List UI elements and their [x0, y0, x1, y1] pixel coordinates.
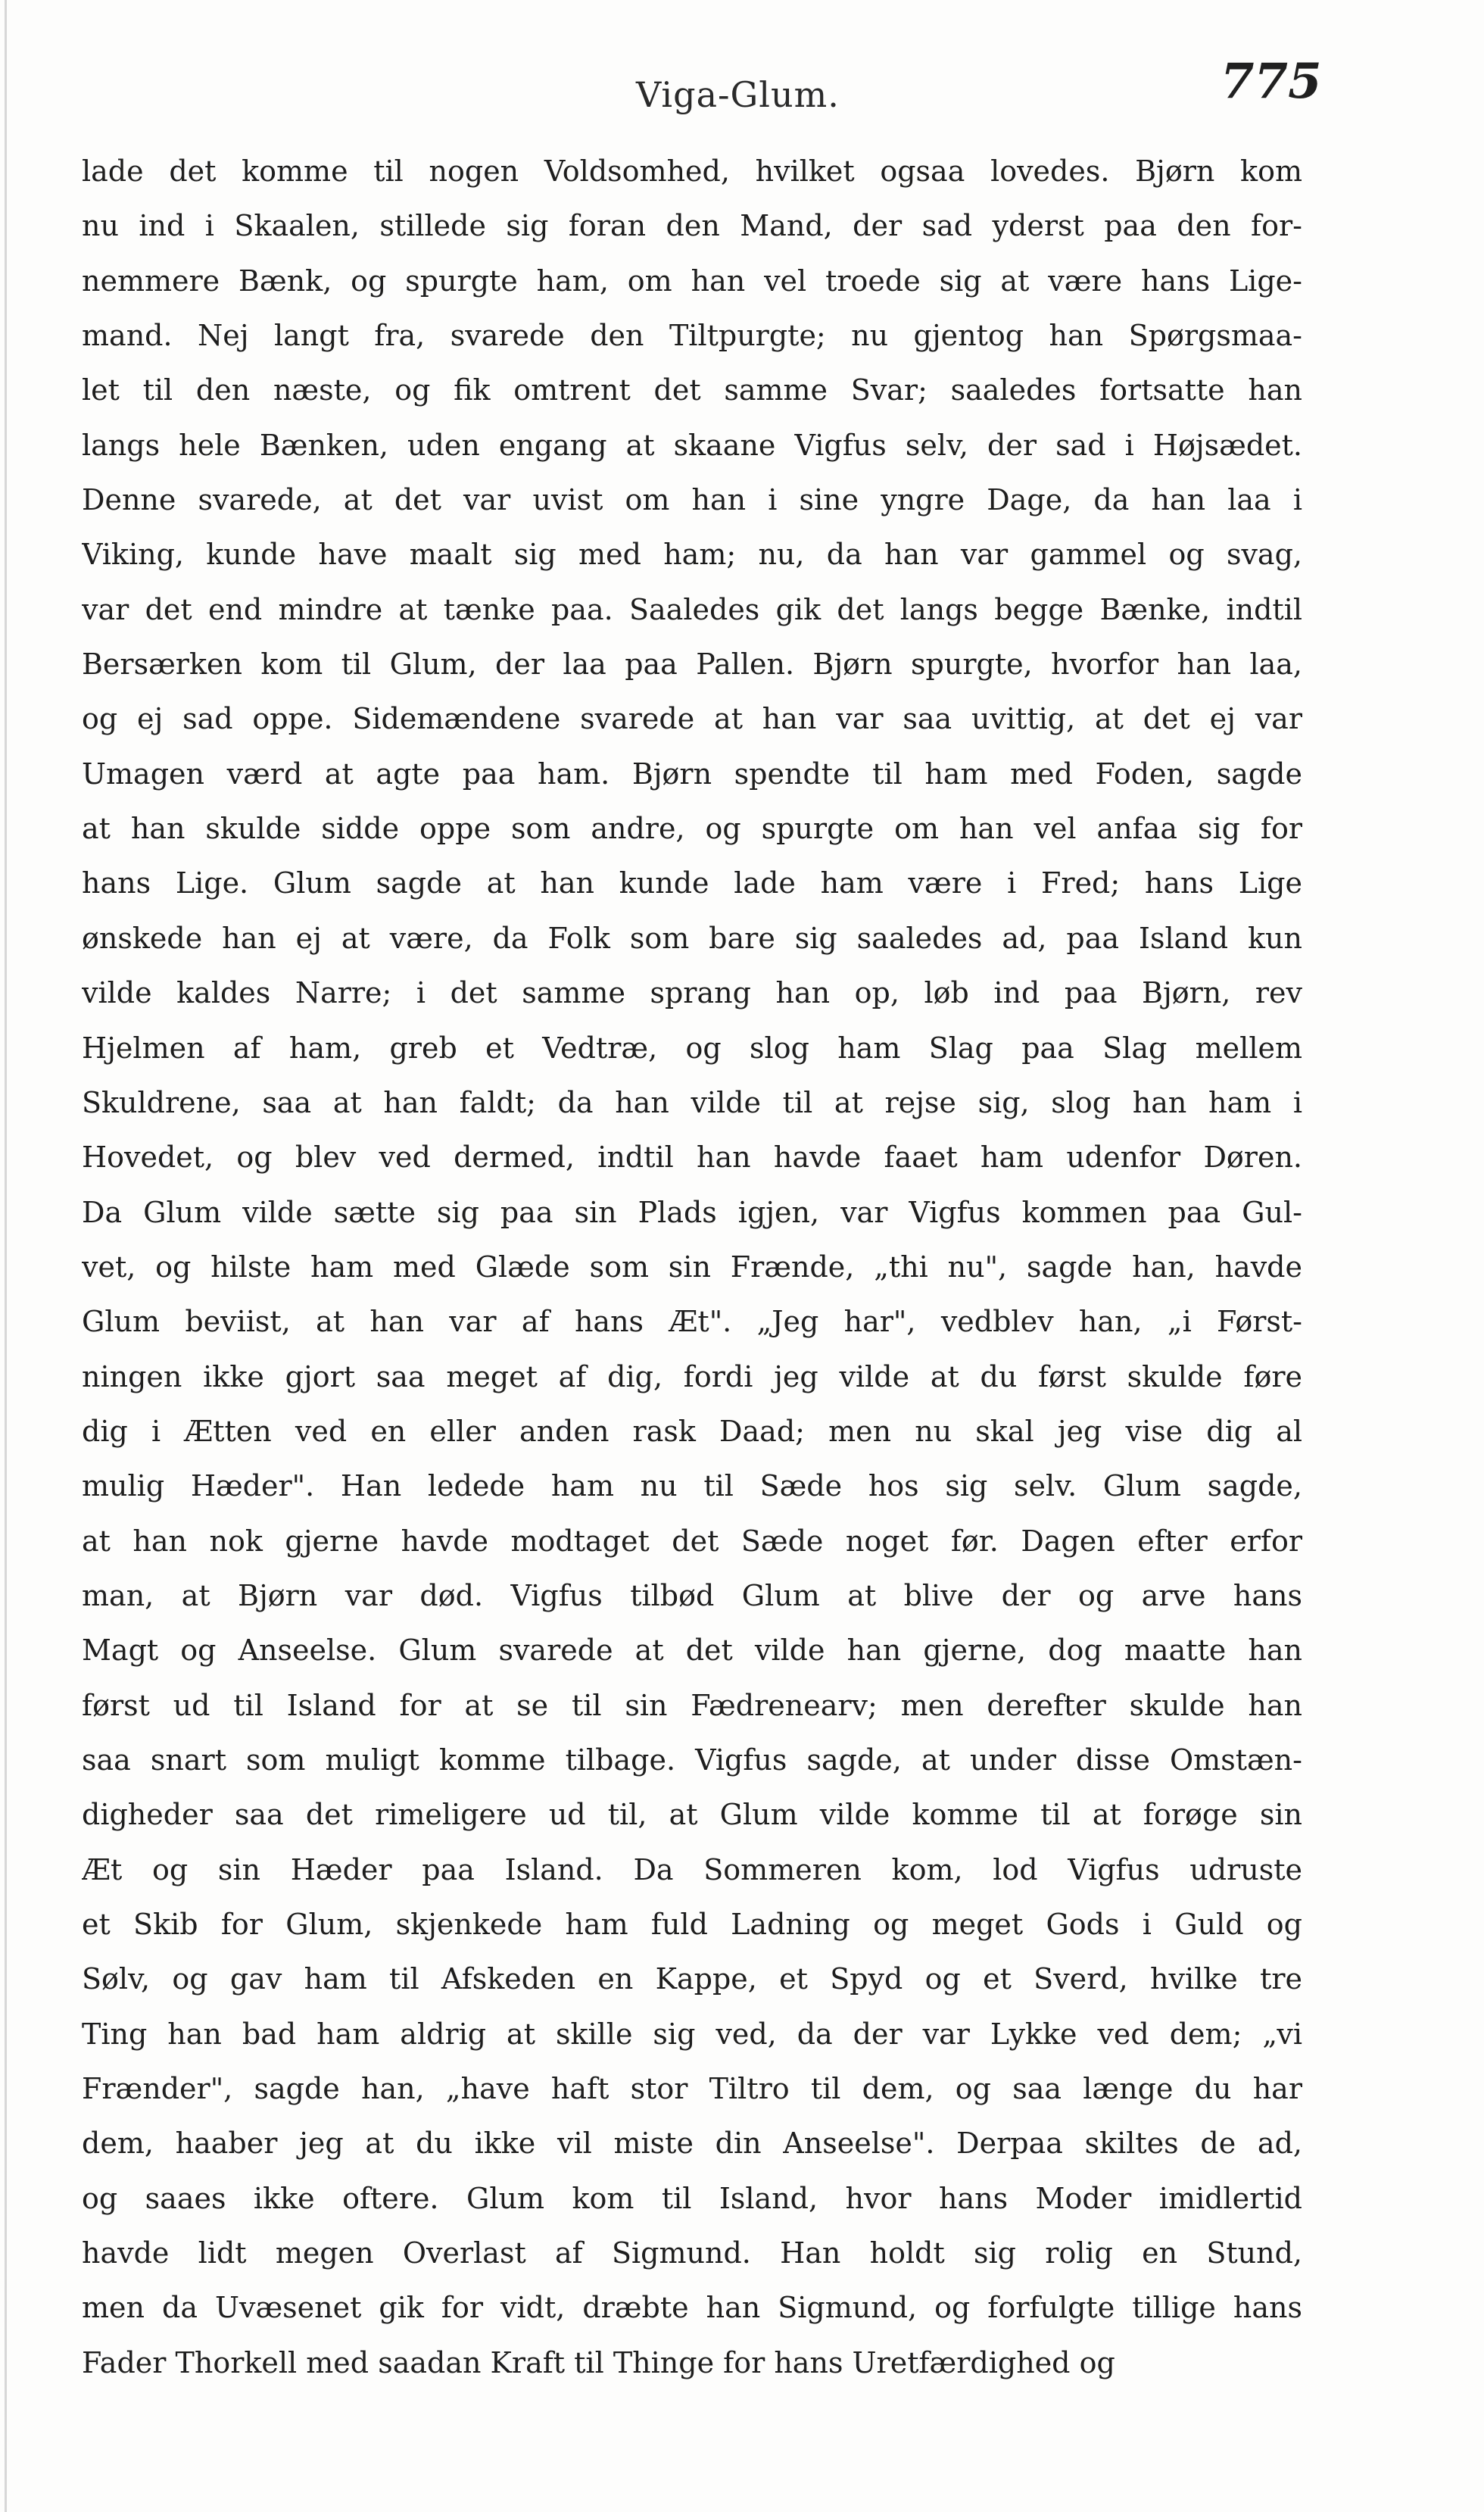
text-line: Fader Thorkell med saadan Kraft til Thinge for hans Uretfærdighed og	[82, 2345, 1115, 2379]
text-line: Frænder", sagde han, „have haft stor Tiltro til dem, og saa længe du har	[82, 2072, 1302, 2106]
text-line: Da Glum vilde sætte sig paa sin Plads igjen, var Vigfus kommen paa Gul-	[82, 1195, 1302, 1229]
page-number: 775	[1221, 53, 1322, 110]
text-line: digheder saa det rimeligere ud til, at Glum vilde komme til at forøge sin	[82, 1798, 1302, 1832]
text-line: Hjelmen af ham, greb et Vedtræ, og slog ham Slag paa Slag mellem	[82, 1031, 1302, 1065]
text-line: Umagen værd at agte paa ham. Bjørn spendte til ham med Foden, sagde	[82, 757, 1302, 791]
text-line: Æt og sin Hæder paa Island. Da Sommeren kom, lod Vigfus udruste	[82, 1852, 1302, 1886]
text-line: Skuldrene, saa at han faldt; da han vilde til at rejse sig, slog han ham i	[82, 1085, 1302, 1119]
text-line: først ud til Island for at se til sin Fædrenearv; men derefter skulde han	[82, 1688, 1302, 1722]
text-line: Hovedet, og blev ved dermed, indtil han havde faaet ham udenfor Døren.	[82, 1141, 1302, 1175]
text-line: Magt og Anseelse. Glum svarede at det vilde han gjerne, dog maatte han	[82, 1634, 1302, 1668]
text-line: nu ind i Skaalen, stillede sig foran den Mand, der sad yderst paa den for-	[82, 209, 1302, 243]
text-line: mand. Nej langt fra, svarede den Tiltpurgte; nu gjentog han Spørgsmaa-	[82, 319, 1302, 353]
text-line: at han skulde sidde oppe som andre, og spurgte om han vel anfaa sig for	[82, 812, 1302, 846]
text-line: at han nok gjerne havde modtaget det Sæde noget før. Dagen efter erfor	[82, 1524, 1302, 1558]
text-line: og saaes ikke oftere. Glum kom til Island, hvor hans Moder imidlertid	[82, 2181, 1302, 2215]
text-line: men da Uvæsenet gik for vidt, dræbte han Sigmund, og forfulgte tillige hans	[82, 2291, 1302, 2325]
text-line: havde lidt megen Overlast af Sigmund. Han holdt sig rolig en Stund,	[82, 2236, 1302, 2270]
text-line: Ting han bad ham aldrig at skille sig ved, da der var Lykke ved dem; „vi	[82, 2017, 1302, 2051]
running-title: Viga-Glum.	[636, 74, 840, 115]
text-line: Glum beviist, at han var af hans Æt". „Jeg har", vedblev han, „i Først-	[82, 1305, 1302, 1339]
text-line: var det end mindre at tænke paa. Saaledes gik det langs begge Bænke, indtil	[82, 592, 1302, 626]
text-line: Bersærken kom til Glum, der laa paa Pallen. Bjørn spurgte, hvorfor han laa,	[82, 648, 1302, 682]
text-line: man, at Bjørn var død. Vigfus tilbød Glum at blive der og arve hans	[82, 1578, 1302, 1612]
text-line: saa snart som muligt komme tilbage. Vigfus sagde, at under disse Omstæn-	[82, 1743, 1302, 1777]
text-line: let til den næste, og fik omtrent det samme Svar; saaledes fortsatte han	[82, 373, 1302, 407]
text-line: hans Lige. Glum sagde at han kunde lade ham være i Fred; hans Lige	[82, 866, 1302, 900]
text-line: mulig Hæder". Han ledede ham nu til Sæde hos sig selv. Glum sagde,	[82, 1469, 1302, 1503]
text-line: vet, og hilste ham med Glæde som sin Frænde, „thi nu", sagde han, havde	[82, 1250, 1302, 1284]
text-line: vilde kaldes Narre; i det samme sprang han op, løb ind paa Bjørn, rev	[82, 976, 1302, 1010]
text-line: et Skib for Glum, skjenkede ham fuld Ladning og meget Gods i Guld og	[82, 1908, 1302, 1941]
text-line: ønskede han ej at være, da Folk som bare sig saaledes ad, paa Island kun	[82, 921, 1302, 955]
text-line: Denne svarede, at det var uvist om han i sine yngre Dage, da han laa i	[82, 483, 1302, 517]
body-text	[82, 144, 1302, 2390]
text-line: nemmere Bænk, og spurgte ham, om han vel troede sig at være hans Lige-	[82, 264, 1302, 298]
text-line: dem, haaber jeg at du ikke vil miste din Anseelse". Derpaa skiltes de ad,	[82, 2127, 1302, 2161]
text-line: lade det komme til nogen Voldsomhed, hvilket ogsaa lovedes. Bjørn kom	[82, 154, 1302, 188]
text-line: Viking, kunde have maalt sig med ham; nu, da han var gammel og svag,	[82, 538, 1302, 572]
text-line: langs hele Bænken, uden engang at skaane Vigfus selv, der sad i Højsædet.	[82, 428, 1302, 462]
text-line: dig i Ætten ved en eller anden rask Daad; men nu skal jeg vise dig al	[82, 1414, 1302, 1448]
page-edge-divider	[5, 0, 7, 2512]
text-line: ningen ikke gjort saa meget af dig, fordi jeg vilde at du først skulde føre	[82, 1359, 1302, 1393]
text-line: og ej sad oppe. Sidemændene svarede at han var saa uvittig, at det ej var	[82, 702, 1302, 736]
text-line: Sølv, og gav ham til Afskeden en Kappe, et Spyd og et Sverd, hvilke tre	[82, 1962, 1302, 1996]
